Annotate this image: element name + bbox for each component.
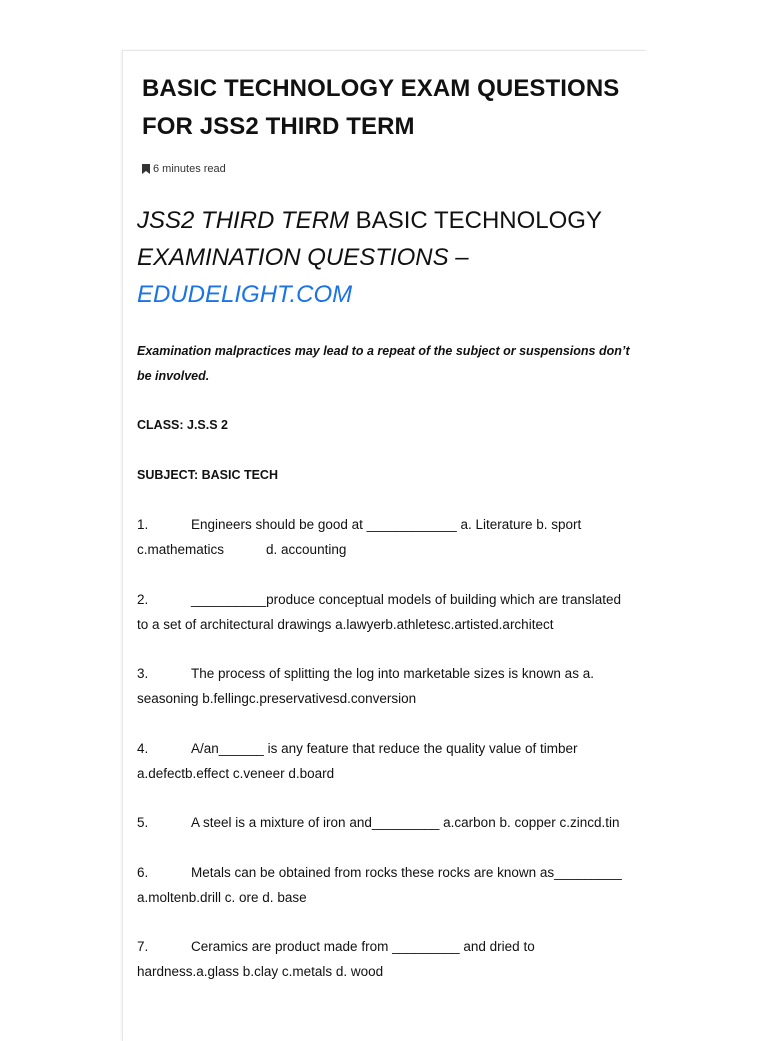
class-label: CLASS: J.S.S 2: [137, 418, 228, 432]
question-number: 5.: [137, 815, 149, 830]
read-time: [142, 163, 226, 175]
question-number: 6.: [137, 865, 149, 880]
question-text: c.mathematics: [137, 542, 225, 557]
question-number: 4.: [137, 741, 149, 756]
question-number: 3.: [137, 666, 149, 681]
question-text: A steel is a mixture of iron and_________ a.carbon b. copper c.zincd.tin: [191, 815, 620, 830]
question-text: a.defectb.effect c.veneer d.board: [137, 766, 335, 781]
heading-part3: EXAMINATION QUESTIONS –: [137, 244, 469, 271]
question-text: d. accounting: [266, 542, 347, 557]
subject-label: SUBJECT: BASIC TECH: [137, 468, 278, 482]
question-text: __________produce conceptual models of building which are translated: [191, 592, 622, 607]
heading-part2: BASIC TECHNOLOGY: [349, 207, 602, 234]
question-text: hardness.a.glass b.clay c.metals d. wood: [137, 964, 384, 979]
question-4: [137, 736, 637, 786]
question-text: a.moltenb.drill c. ore d. base: [137, 890, 307, 905]
question-text: Engineers should be good at ____________ a. Literature b. sport: [191, 517, 582, 532]
question-text: seasoning b.fellingc.preservativesd.conversion: [137, 691, 417, 706]
question-number: 7.: [137, 939, 149, 954]
malpractice-note: Examination malpractices may lead to a repeat of the subject or suspensions don’t be involved.: [137, 344, 630, 383]
heading-part1: JSS2 THIRD TERM: [137, 207, 350, 234]
question-number: 1.: [137, 517, 149, 532]
question-text: Ceramics are product made from _________ and dried to: [191, 939, 535, 954]
question-number: 2.: [137, 592, 149, 607]
question-7: [137, 934, 637, 984]
question-1: [137, 512, 637, 562]
question-text: to a set of architectural drawings a.lawyerb.athletesc.artisted.architect: [137, 617, 554, 632]
article-title: BASIC TECHNOLOGY EXAM QUESTIONS FOR JSS2 THIRD TERM: [142, 75, 620, 140]
question-2: [137, 587, 637, 637]
read-time-text: 6 minutes read: [153, 163, 226, 175]
question-6: [137, 860, 637, 910]
question-text: Metals can be obtained from rocks these rocks are known as_________: [191, 865, 622, 880]
question-text: A/an______ is any feature that reduce the quality value of timber: [191, 741, 578, 756]
site-link[interactable]: EDUDELIGHT.COM: [137, 281, 353, 308]
question-5: [137, 810, 637, 835]
article-heading: [137, 202, 637, 313]
bookmark-icon: [142, 164, 150, 174]
question-3: [137, 661, 637, 711]
question-text: The process of splitting the log into marketable sizes is known as a.: [191, 666, 594, 681]
